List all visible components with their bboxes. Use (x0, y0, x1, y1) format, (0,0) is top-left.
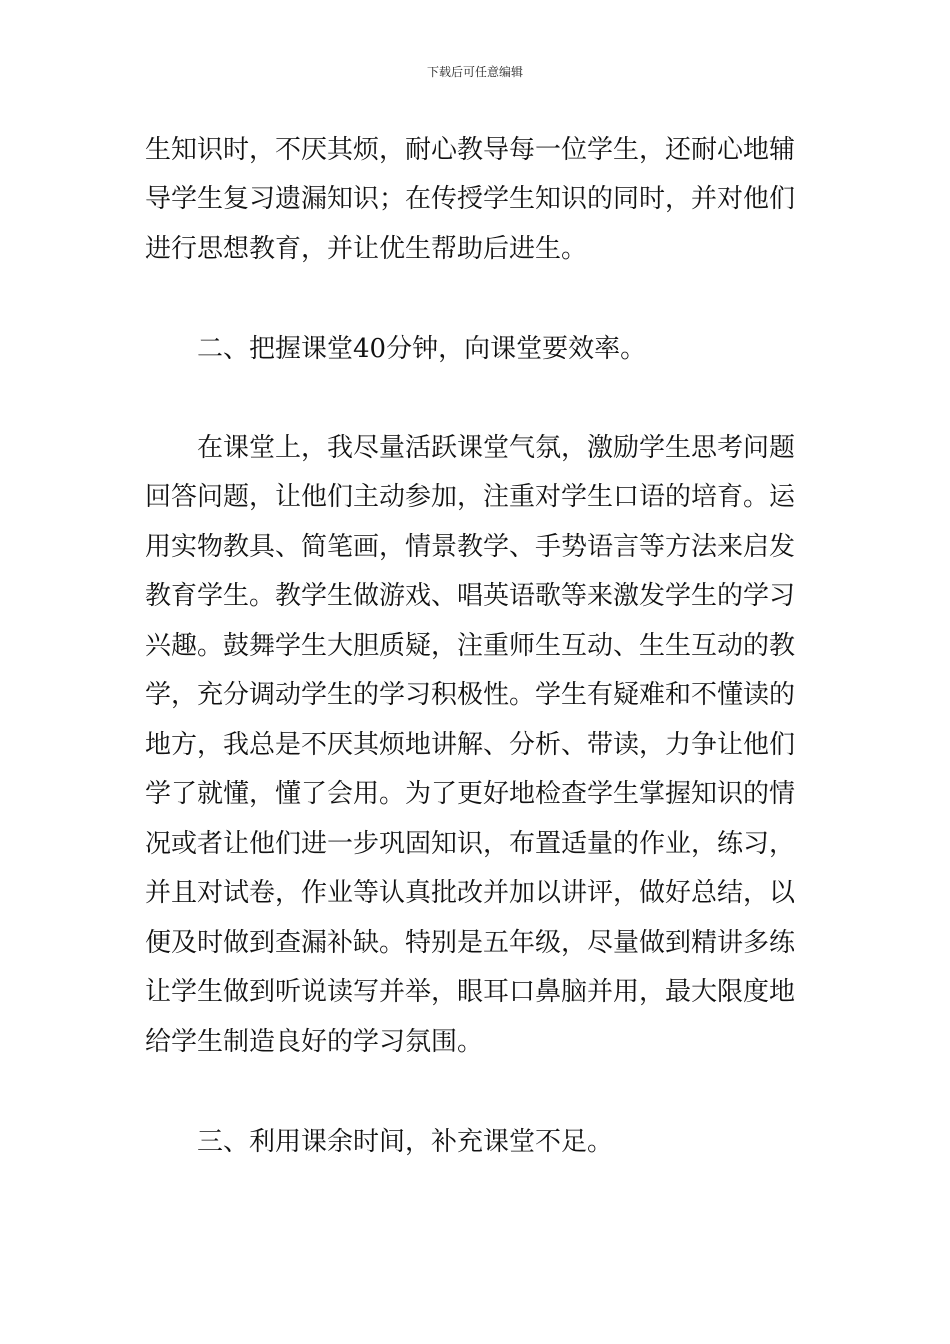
paragraph-2-line-1: 在课堂上，我尽量活跃课堂气氛，激励学生思考问题 (197, 433, 796, 463)
paragraph-1-line-3: 进行思想教育，并让优生帮助后进生。 (145, 234, 588, 264)
paragraph-2-line-4: 教育学生。教学生做游戏、唱英语歌等来激发学生的学习 (145, 581, 796, 611)
section-heading-3: 三、利用课余时间，补充课堂不足。 (197, 1127, 614, 1157)
paragraph-2-line-9: 况或者让他们进一步巩固知识，布置适量的作业，练习， (145, 829, 796, 859)
paragraph-2-line-11: 便及时做到查漏补缺。特别是五年级，尽量做到精讲多练 (145, 928, 796, 958)
paragraph-2-line-6: 学，充分调动学生的学习积极性。学生有疑难和不懂读的 (145, 680, 796, 710)
paragraph-1-line-1: 生知识时，不厌其烦，耐心教导每一位学生，还耐心地辅 (145, 135, 796, 165)
paragraph-2-line-7: 地方，我总是不厌其烦地讲解、分析、带读，力争让他们 (145, 730, 796, 760)
paragraph-1-line-2: 导学生复习遗漏知识；在传授学生知识的同时，并对他们 (145, 184, 796, 214)
section-heading-2: 二、把握课堂40分钟，向课堂要效率。 (197, 334, 647, 364)
paragraph-2-line-12: 让学生做到听说读写并举，眼耳口鼻脑并用，最大限度地 (145, 977, 796, 1007)
paragraph-2-line-3: 用实物教具、简笔画，情景教学、手势语言等方法来启发 (145, 532, 796, 562)
page-header: 下载后可任意编辑 (426, 65, 523, 79)
paragraph-2-line-10: 并且对试卷，作业等认真批改并加以讲评，做好总结，以 (145, 878, 796, 908)
paragraph-2-line-13: 给学生制造良好的学习氛围。 (145, 1027, 484, 1057)
paragraph-2-line-8: 学了就懂，懂了会用。为了更好地检查学生掌握知识的情 (145, 779, 796, 809)
paragraph-2-line-5: 兴趣。鼓舞学生大胆质疑，注重师生互动、生生互动的教 (145, 631, 796, 661)
paragraph-2-line-2: 回答问题，让他们主动参加，注重对学生口语的培育。运 (145, 482, 796, 512)
